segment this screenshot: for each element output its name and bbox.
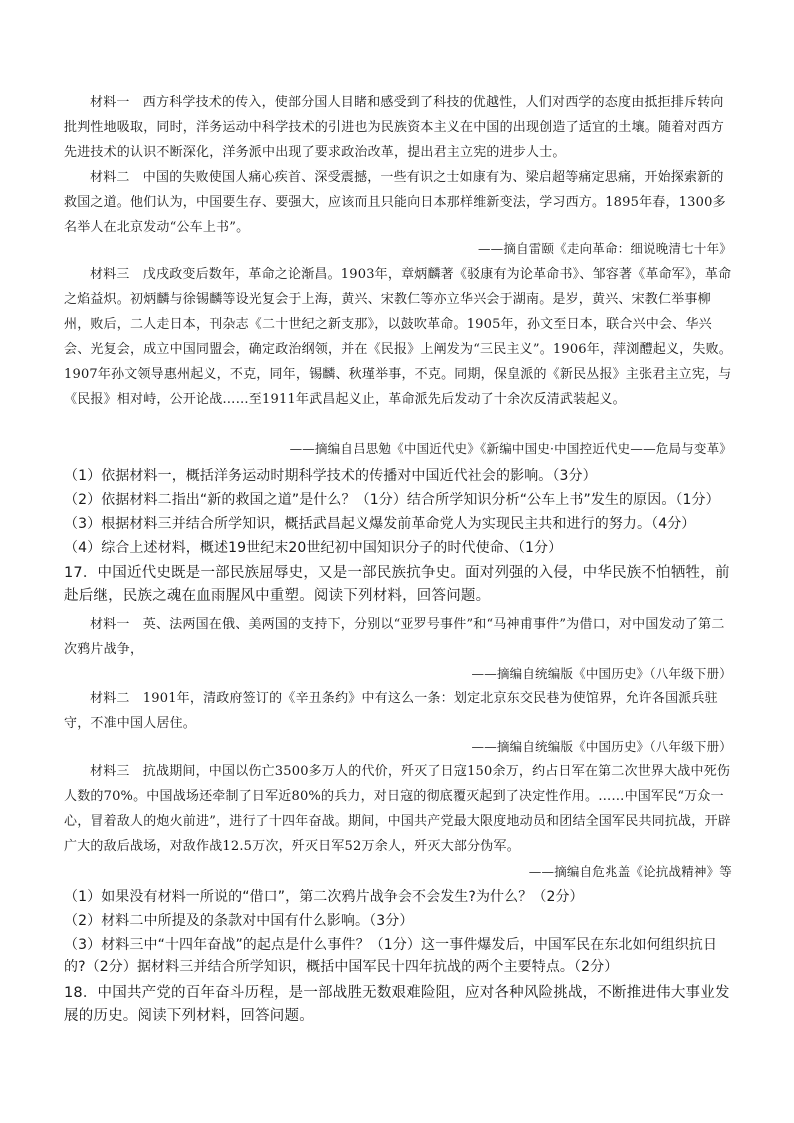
question-16-2: （2）依据材料二指出“新的救国之道”是什么？（1分）结合所学知识分析“公车上书”发生的原因。（1分） <box>64 492 720 508</box>
question-17-2: （2）材料二中所提及的条款对中国有什么影响。（3分） <box>64 913 414 929</box>
material-17-3: 材料三 抗战期间，中国以伤亡3500多万人的代价，歼灭了日寇150余万，约占日军在第二次世界大战中死伤人数的70%。中国战场还牵制了日军近80%的兵力，对日寇的彻底覆灭起到了决定性作用。……中国军民“万众一心，冒着敌人的炮火前进”，进行了十四年奋战。期间，中国共产党最大限度地动员和团结全国军民共同抗战，开辟广大的敌后战场，对敌作战12.5万次，歼灭日军52万余人，歼灭大部分伪军。 <box>64 764 731 854</box>
question-17-1: （1）如果没有材料一所说的“借口”，第二次鸦片战争会不会发生?为什么？（2分） <box>64 889 584 905</box>
question-18-stem: 18．中国共产党的百年奋斗历程，是一部战胜无数艰难险阻，应对各种风险挑战，不断推进伟大事业发展的历史。阅读下列材料，回答问题。 <box>64 985 730 1024</box>
question-16-3: （3）根据材料三并结合所学知识，概括武昌起义爆发前革命党人为实现民主共和进行的努力。（4分） <box>64 516 696 532</box>
source-16-3: ——摘编自吕思勉《中国近代史》《新编中国史·中国控近代史——危局与变革》 <box>289 441 732 456</box>
question-17-3: （3）材料三中“十四年奋战”的起点是什么事件？（1分）这一事件爆发后，中国军民在东北如何组织抗日的?（2分）据材料三并结合所学知识，概括中国军民十四年抗战的两个主要特点。（2分） <box>64 937 718 975</box>
material-16-1: 材料一 西方科学技术的传入，使部分国人目睹和感受到了科技的优越性，人们对西学的态度由抵拒排斥转向批判性地吸取，同时，洋务运动中科学技术的引进也为民族资本主义在中国的出现创造了适宜的土壤。随着对西方先进技术的认识不断深化，洋务派中出现了要求政治改革，提出君主立宪的进步人士。 <box>64 95 725 160</box>
material-16-2: 材料二 中国的失败使国人痛心疾首、深受震撼，一些有识之士如康有为、梁启超等痛定思痛，开始探索新的救国之道。他们认为，中国要生存、要强大，应该而且只能向日本那样维新变法，学习西方。1895年春，1300多名举人在北京发动“公车上书”。 <box>64 170 726 235</box>
question-17-stem: 17．中国近代史既是一部民族屈辱史，又是一部民族抗争史。面对列强的入侵，中华民族不怕牺牲，前赴后继，民族之魂在血雨腥风中重塑。阅读下列材料，回答问题。 <box>64 565 730 604</box>
material-16-3: 材料三 戊戌政变后数年，革命之论渐昌。1903年，章炳麟著《驳康有为论革命书》、邹容著《革命军》，革命之焰益炽。初炳麟与徐锡麟等设光复会于上海，黄兴、宋教仁等亦立华兴会于湖南。是岁，黄兴、宋教仁举事柳州，败后，二人走日本，刊杂志《二十世纪之新支那》，以鼓吹革命。1905年，孙文至日本，联合兴中会、华兴会、光复会，成立中国同盟会，确定政治纲领，并在《民报》上阐发为“三民主义”。1906年，萍浏醴起义，失败。1907年孙文领导惠州起义，不克，同年，锡麟、秋瑾举事，不克。同期，保皇派的《新民丛报》主张君主立宪，与《民报》相对峙，公开论战……至1911年武昌起义止，革命派先后发动了十余次反清武装起义。 <box>64 267 732 407</box>
material-17-2: 材料二 1901年，清政府签订的《辛丑条约》中有这么一条：划定北京东交民巷为使馆界，允许各国派兵驻守，不准中国人居住。 <box>64 691 718 731</box>
source-17-1: ——摘编自统编版《中国历史》（八年级下册） <box>471 666 732 681</box>
source-16-2: ——摘自雷颐《走向革命：细说晚清七十年》 <box>477 241 732 256</box>
question-16-4: （4）综合上述材料，概述19世纪末20世纪初中国知识分子的时代使命、（1分） <box>64 540 563 556</box>
source-17-3: ——摘编自危兆盖《论抗战精神》等 <box>528 864 732 879</box>
material-17-1: 材料一 英、法两国在俄、美两国的支持下，分别以“亚罗号事件”和“马神甫事件”为借口，对中国发动了第二次鸦片战争， <box>64 617 725 657</box>
question-16-1: （1）依据材料一，概括洋务运动时期科学技术的传播对中国近代社会的影响。（3分） <box>64 468 597 484</box>
source-17-2: ——摘编自统编版《中国历史》（八年级下册） <box>471 739 732 754</box>
